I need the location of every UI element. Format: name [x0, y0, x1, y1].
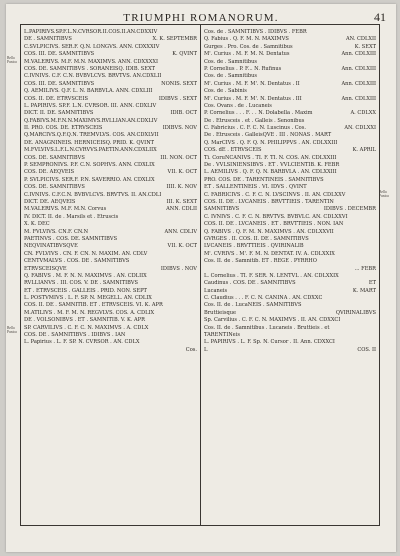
entry-text: Lucaneis [204, 287, 228, 294]
triumph-entry-line [24, 66, 197, 73]
entry-date: VII. K. OCT [167, 243, 197, 250]
margin-note-line: Punica [379, 194, 389, 199]
entry-text: Ti. CoruNCANIVS . TI. F. TI. N. COS. AN. CDLXXIII [204, 154, 337, 161]
triumph-entry-line [204, 103, 376, 110]
entry-text: PRO. COS. DE . TARENTINEIS . SAMNITIBVS [204, 176, 324, 183]
entry-text: L. PAPIRIVS. SP.F. L.N. CVRSOR. III. ANN. CDXLIV [24, 102, 157, 109]
triumph-entry-line [24, 325, 197, 332]
entry-text: ETRVSCEISQVE [24, 265, 67, 272]
entry-date: ... FEBR [354, 265, 376, 272]
entry-text: COS. II. DE . LVCANEIS . BRVTTIEIS . TARENTIN [204, 198, 334, 205]
triumph-entry-line [204, 221, 376, 228]
entry-text: PAETINVS . COS. DE. SAMNITIBVS [24, 235, 118, 242]
triumph-entry-line [24, 103, 197, 110]
entry-text: De . VVLSINIENSIBVS . ET . VVLCIENTIB. K. FEBR [204, 162, 340, 169]
triumph-entry-line [204, 325, 376, 332]
entry-text: DE . VOLSONIBVS . ET . SAMNITIB. V. K. APR [24, 317, 145, 324]
entry-date: K. SEXT [354, 43, 376, 50]
entry-date: IIII. K. NOV [166, 184, 197, 191]
entry-text: SP. CARVILIVS . C. F. C. N. MAXIMVS . A. CDLX [24, 324, 149, 331]
triumph-entry-line [24, 280, 197, 287]
triumph-entry-line [204, 177, 376, 184]
triumph-entry-line [204, 192, 376, 199]
entry-text: L [204, 346, 208, 353]
entry-text: C. Fabricius . C. F. C. N. Luscinus . Cos. [204, 125, 306, 132]
entry-text: Cos. II. de . Samnitib. ET . REGE . PYRRHO [204, 258, 317, 265]
entry-text: CENTVMALVS . COS. DE . SAMNITIBVS [24, 258, 130, 265]
entry-text: Cos. de . Sabinis [204, 88, 247, 95]
entry-text: M'. Curius . M. F. M'. N. Dentatus . II [204, 80, 300, 87]
triumph-entry-line [24, 273, 197, 280]
entry-date: IDIBVS. NOV [162, 125, 197, 132]
entry-text: DICT. II. DE. SAMNITIBVS [24, 110, 94, 117]
entry-text: IV. DICT. II. de . Marsils et . Etruscis [24, 213, 119, 220]
entry-date: III. NON. OCT [160, 154, 197, 161]
triumph-entry-line [24, 132, 197, 139]
text-frame [20, 24, 380, 526]
triumph-entry-line [24, 317, 197, 324]
triumph-entry-line [24, 44, 197, 51]
entry-date: ANN. CDLII [166, 206, 197, 213]
entry-text: Q. FABIVS . Q. F. M. N. MAXIMVS . AN. CDLXXVII [204, 228, 334, 235]
triumph-entry-line [204, 59, 376, 66]
entry-date: X. K. SEPTEMBR [152, 36, 197, 43]
triumph-entry-line [204, 258, 376, 265]
triumph-entry-line [204, 73, 376, 80]
triumph-entry-line [204, 273, 376, 280]
entry-text: COS. DE. SAMNITIBVS [24, 154, 85, 161]
triumph-entry-line [204, 206, 376, 213]
triumph-entry-line [204, 332, 376, 339]
entry-text: P. Cornelius . P. F... N. Rufinus [204, 65, 282, 72]
triumph-entry-line [24, 169, 197, 176]
triumph-entry-line [24, 73, 197, 80]
triumph-entry-line [24, 29, 197, 36]
entry-text: Q. AEMILIVS. Q.F. L. N. BARBVLA. ANN. CDXLIII [24, 88, 153, 95]
triumph-entry-line [24, 214, 197, 221]
entry-date: Cos. [185, 346, 197, 353]
triumph-entry-line [24, 36, 197, 43]
entry-date: NONIS. SEXT [161, 80, 197, 87]
entry-text: L. POSTVMIVS . L. F. SP. N. MEGELL. AN. CDLIX [24, 295, 152, 302]
triumph-entry-line [204, 184, 376, 191]
entry-text: COS. II. DE . LVCANEIS . ET . BRVTTIEIS . NON. IAN [204, 221, 344, 228]
triumph-entry-line [204, 147, 376, 154]
page-number: 41 [374, 10, 386, 24]
entry-text: ET . SALLENTINEIS . VI. IDVS . QVINT [204, 184, 307, 191]
triumph-entry-line [24, 310, 197, 317]
entry-text: De . Etrusceis . GalleisQVE . III . NONAS . MART [204, 132, 332, 139]
triumph-entry-line [204, 339, 376, 346]
triumph-entry-line [24, 266, 197, 273]
triumph-entry-line [24, 347, 197, 354]
triumph-entry-line [24, 118, 197, 125]
triumph-entry-line [24, 302, 197, 309]
entry-text: L. Papirius . L. F. SP. N. CVRSOR . AN. CDLX [24, 339, 140, 346]
entry-text: RVLLIANVS . III. COS. V. DE . SAMNITIBVS [24, 280, 139, 287]
entry-text: M.VALERIVS. M.F. M.N. MAXIMVS. ANN. CDXXXXI [24, 58, 159, 65]
entry-text: C.SVLPICIVS. SER.F. Q.N. LONGVS. ANN. CDXXXIV [24, 43, 160, 50]
entry-date: ANN. CDLIV [164, 228, 197, 235]
entry-date: IDIB. OCT [170, 110, 197, 117]
entry-text: M.VALERIVS. M.F. M.N. Corvus [24, 206, 107, 213]
entry-text: COS. DE . SAMNITIBVS . IDIBVS . IAN [24, 332, 126, 339]
left-column [24, 29, 197, 354]
triumph-entry-line [24, 140, 197, 147]
entry-text: Cos. de . Samnitibus [204, 58, 258, 65]
triumph-entry-line [24, 88, 197, 95]
entry-text: Caudinus . COS. DE . SAMNITIBVS [204, 280, 296, 287]
entry-text: Q. Fabius . Q. F. M. N. MAXIMVS [204, 36, 289, 43]
entry-text: Cos. de . SAMNITIBVS . IDIBVS . FEBR [204, 29, 307, 35]
triumph-entry-line [24, 81, 197, 88]
triumph-entry-line [204, 243, 376, 250]
entry-text: CN. FVLVIVS . CN. F. CN. N. MAXIM. AN. CDLV [24, 250, 148, 257]
entry-text: L.PAPIRIVS.SP.F.L.N.CVRSOR.II.COS.II.AN.CDXXIV [24, 29, 158, 35]
margin-note-line: Bella [379, 190, 387, 194]
entry-date: AN. CDLXXI [344, 125, 376, 132]
triumph-entry-line [24, 258, 197, 265]
entry-date: III. K. SEXT [166, 198, 197, 205]
entry-text: Cos. II. de . LucaNEIS . SAMNITIBVS [204, 302, 302, 309]
entry-text: COS. II. DE . SAMNITIB. ET . ETRVSCEIS. VI. K. APR [24, 302, 163, 309]
entry-text: C. FABRICIVS . C. F. C. N. LVSCINVS . II. AN. CDLXXV [204, 191, 346, 198]
entry-text: COS. III. DE. SAMNITIBVS [24, 51, 95, 58]
entry-date: VII. K. OCT [167, 169, 197, 176]
entry-date: COS. II [357, 346, 376, 353]
triumph-entry-line [204, 96, 376, 103]
entry-date: Ann. CDLXIII [341, 95, 376, 102]
entry-text: M'. Curius . M. F. M. N. Dentatus [204, 51, 290, 58]
triumph-entry-line [24, 206, 197, 213]
entry-text: COS. III. DE. SAMNITIBVS [24, 80, 95, 87]
triumph-entry-line [204, 88, 376, 95]
entry-text: COS. DE. AEQVEIS [24, 169, 75, 176]
entry-text: M.FVLVIVS.L.F.L.N.CVRVVS.PAETIN.ANN.CDXLIIX [24, 147, 157, 154]
triumph-entry-line [204, 266, 376, 273]
triumph-entry-line [24, 295, 197, 302]
triumph-entry-line [24, 288, 197, 295]
triumph-entry-line [204, 36, 376, 43]
triumph-entry-line [24, 59, 197, 66]
triumph-entry-line [204, 310, 376, 317]
margin-note-line: Bella [7, 56, 15, 60]
entry-date: IDIBVS . NOV [160, 265, 197, 272]
entry-text: Q.MARCIVS.Q.F.Q.N. TREMVLVS. COS. AN.CDXLVII [24, 132, 159, 139]
entry-text: COS. DE. SAMNITIBVS . SORANEISQ. IDIB. SEXT [24, 65, 156, 72]
entry-text: M'. Curius . M. F. M'. N. Dentatus . III [204, 95, 302, 102]
triumph-entry-line [24, 243, 197, 250]
triumph-entry-line [204, 162, 376, 169]
triumph-entry-line [24, 199, 197, 206]
entry-date: AN. CDLXII [345, 36, 376, 43]
triumph-entry-line [24, 332, 197, 339]
entry-text: COS. II. DE. ETRVSCEIS [24, 95, 88, 102]
entry-text: L. Cornelius . TI. F. SER. N. LENTVL . AN. CDLXXIX [204, 272, 339, 279]
entry-text: GVRGES . II. COS. II. DE . SAMNITIBVS [204, 235, 309, 242]
right-column [204, 29, 376, 354]
entry-text: L. AEMILIVS . Q. F. Q. N. BARBVLA . AN. CDLXXIII [204, 169, 337, 176]
entry-text: Bruttieisque [204, 309, 236, 316]
entry-text: Q. MarCIVS . Q. F. Q. N. PHILIPPVS . AN. CDLXXIII [204, 139, 338, 146]
entry-text: LVCANEIS . BRVTTIEIS . QVIRINALIB [204, 243, 304, 250]
triumph-entry-line [24, 184, 197, 191]
entry-text: NEQVINATIBVSQVE [24, 243, 78, 250]
triumph-entry-line [24, 110, 197, 117]
entry-text: DE . SAMNITIBVS [24, 36, 72, 43]
triumph-entry-line [24, 221, 197, 228]
entry-date: Ann. CDLXIII [341, 80, 376, 87]
triumph-entry-line [204, 118, 376, 125]
entry-date: K. QVINT [172, 51, 197, 58]
triumph-entry-line [204, 302, 376, 309]
triumph-entry-line [24, 96, 197, 103]
entry-date: ET [368, 280, 376, 287]
triumph-entry-line [204, 288, 376, 295]
triumph-entry-line [24, 177, 197, 184]
triumph-entry-line [204, 169, 376, 176]
triumph-entry-line [204, 29, 376, 36]
entry-text: II. PRO. COS. DE. ETRVSCEIS [24, 125, 103, 132]
triumph-entry-line [204, 236, 376, 243]
entry-text: M. FVLVIVS. CN.F. CN.N [24, 228, 89, 235]
triumph-entry-line [24, 339, 197, 346]
entry-date: IDIBVS . SEXT [158, 95, 197, 102]
triumph-entry-line [204, 347, 376, 354]
entry-text: M.ATILIVS . M. F. M. N. REGVLVS. COS. A. CDLIX [24, 309, 155, 316]
triumph-entry-line [24, 192, 197, 199]
triumph-entry-line [204, 140, 376, 147]
page-title: TRIUMPHI ROMANORUM. [123, 12, 279, 24]
triumph-entry-line [204, 51, 376, 58]
triumph-entry-line [24, 125, 197, 132]
entry-text: C.IVNIVS. C.F.C.N. BVBVLCVS. BRVTVS. II. AN.CDLI [24, 191, 162, 198]
triumph-entry-line [204, 81, 376, 88]
triumph-entry-line [204, 125, 376, 132]
entry-text: P. SEMPRONIVS. P.F. C.N. SOPHVS. ANN. CDXLIX [24, 162, 155, 169]
entry-date: IDIBVS . DECEMBR [323, 206, 376, 213]
entry-text: COS. DE. SAMNITIBVS [24, 184, 85, 191]
triumph-entry-line [24, 51, 197, 58]
entry-text: L. PAPIRIVS . L. F. Sp. N. Cursor . II. Ann. CDXXCI [204, 339, 335, 346]
triumph-entry-line [204, 155, 376, 162]
triumph-entry-line [204, 251, 376, 258]
triumph-entry-line [24, 229, 197, 236]
margin-note-line: Bella [7, 326, 15, 330]
entry-date: QVIRINALIBVS [335, 309, 376, 316]
entry-text: Cos. Ovans . de . Lucaneis [204, 102, 272, 109]
triumph-entry-line [24, 236, 197, 243]
entry-date: A. CDLXX [350, 110, 376, 117]
entry-date: Ann. CDLXIII [341, 65, 376, 72]
entry-text: ET . ETRVSCEIS . GALLEIS . PRID. NON. SEPT [24, 287, 147, 294]
entry-text: C.IVNIVS. C.F. C.N. BVBVLCVS. BRVTVS. AN.CDXLII [24, 73, 162, 80]
triumph-entry-line [204, 66, 376, 73]
entry-text: Sp. Carvilius . C. F. C. N. MAXIMVS . II. AN. CDXXCI [204, 317, 341, 324]
entry-text: Cos. de . Samnitibus [204, 73, 258, 80]
entry-text: C. Claudius . . . F. C. N. CANINA . AN. CDXXC [204, 295, 323, 302]
triumph-entry-line [204, 44, 376, 51]
entry-text: Gurges . Pro. Cos. de . Samnitibus [204, 43, 293, 50]
triumph-entry-line [24, 162, 197, 169]
margin-note-line: Punica [7, 330, 17, 335]
document-page [6, 4, 396, 552]
triumph-entry-line [204, 317, 376, 324]
triumph-entry-line [204, 229, 376, 236]
entry-date: Ann. CDLXIII [341, 51, 376, 58]
column-divider [200, 25, 201, 525]
entry-text: Q.FABIVS.M.F.N.N.MAXIMVS.RVLLIAN.AN.CDXLIV [24, 117, 158, 124]
entry-text: P. Cornelius . . . F. . . N. Dolabella . Maxim [204, 110, 313, 117]
entry-text: M'. CVRIVS . M'. F. M. N. DENTAT. IV. A. CDLXXIX [204, 250, 335, 257]
entry-text: C. IVNIVS . C. F. C. N. BRVTVS. BVBVLC. AN. CDLXXVI [204, 213, 348, 220]
triumph-entry-line [24, 155, 197, 162]
triumph-entry-line [204, 295, 376, 302]
entry-date: K. MART [352, 287, 376, 294]
entry-text: X. K. DEC [24, 221, 50, 228]
triumph-entry-line [204, 214, 376, 221]
triumph-entry-line [24, 251, 197, 258]
triumph-entry-line [204, 110, 376, 117]
entry-text: Cos. II. de . Samnitibus . Lucaneis . Bruttieis . et [204, 324, 330, 331]
entry-text: P. SVLPICIVS. SER.F. P.N. SAVERRIO. AN. CDXLIX [24, 176, 155, 183]
entry-text: De . Etrusceis . et . Galleis . Senonibus [204, 117, 305, 124]
entry-text: Q. FABIVS . M. F. N. N. MAXIMVS . AN. CDLIIX [24, 272, 147, 279]
entry-text: SAMNITIBVS [204, 206, 240, 213]
entry-text: DE. ANAGNINEIS. HERNICEISQ. PRID. K. QVINT [24, 139, 155, 146]
entry-date: K. APRIL [352, 147, 376, 154]
triumph-entry-line [204, 280, 376, 287]
margin-note-right-mid [379, 190, 395, 198]
triumph-entry-line [204, 132, 376, 139]
margin-note-line: Punica [7, 60, 17, 65]
triumph-entry-line [24, 147, 197, 154]
entry-text: COS. dE . ETRVSCEIS [204, 147, 262, 154]
triumph-entry-line [204, 199, 376, 206]
entry-text: TARENTINeis [204, 332, 240, 339]
entry-text: DICT. DE. AEQVEIS [24, 198, 76, 205]
